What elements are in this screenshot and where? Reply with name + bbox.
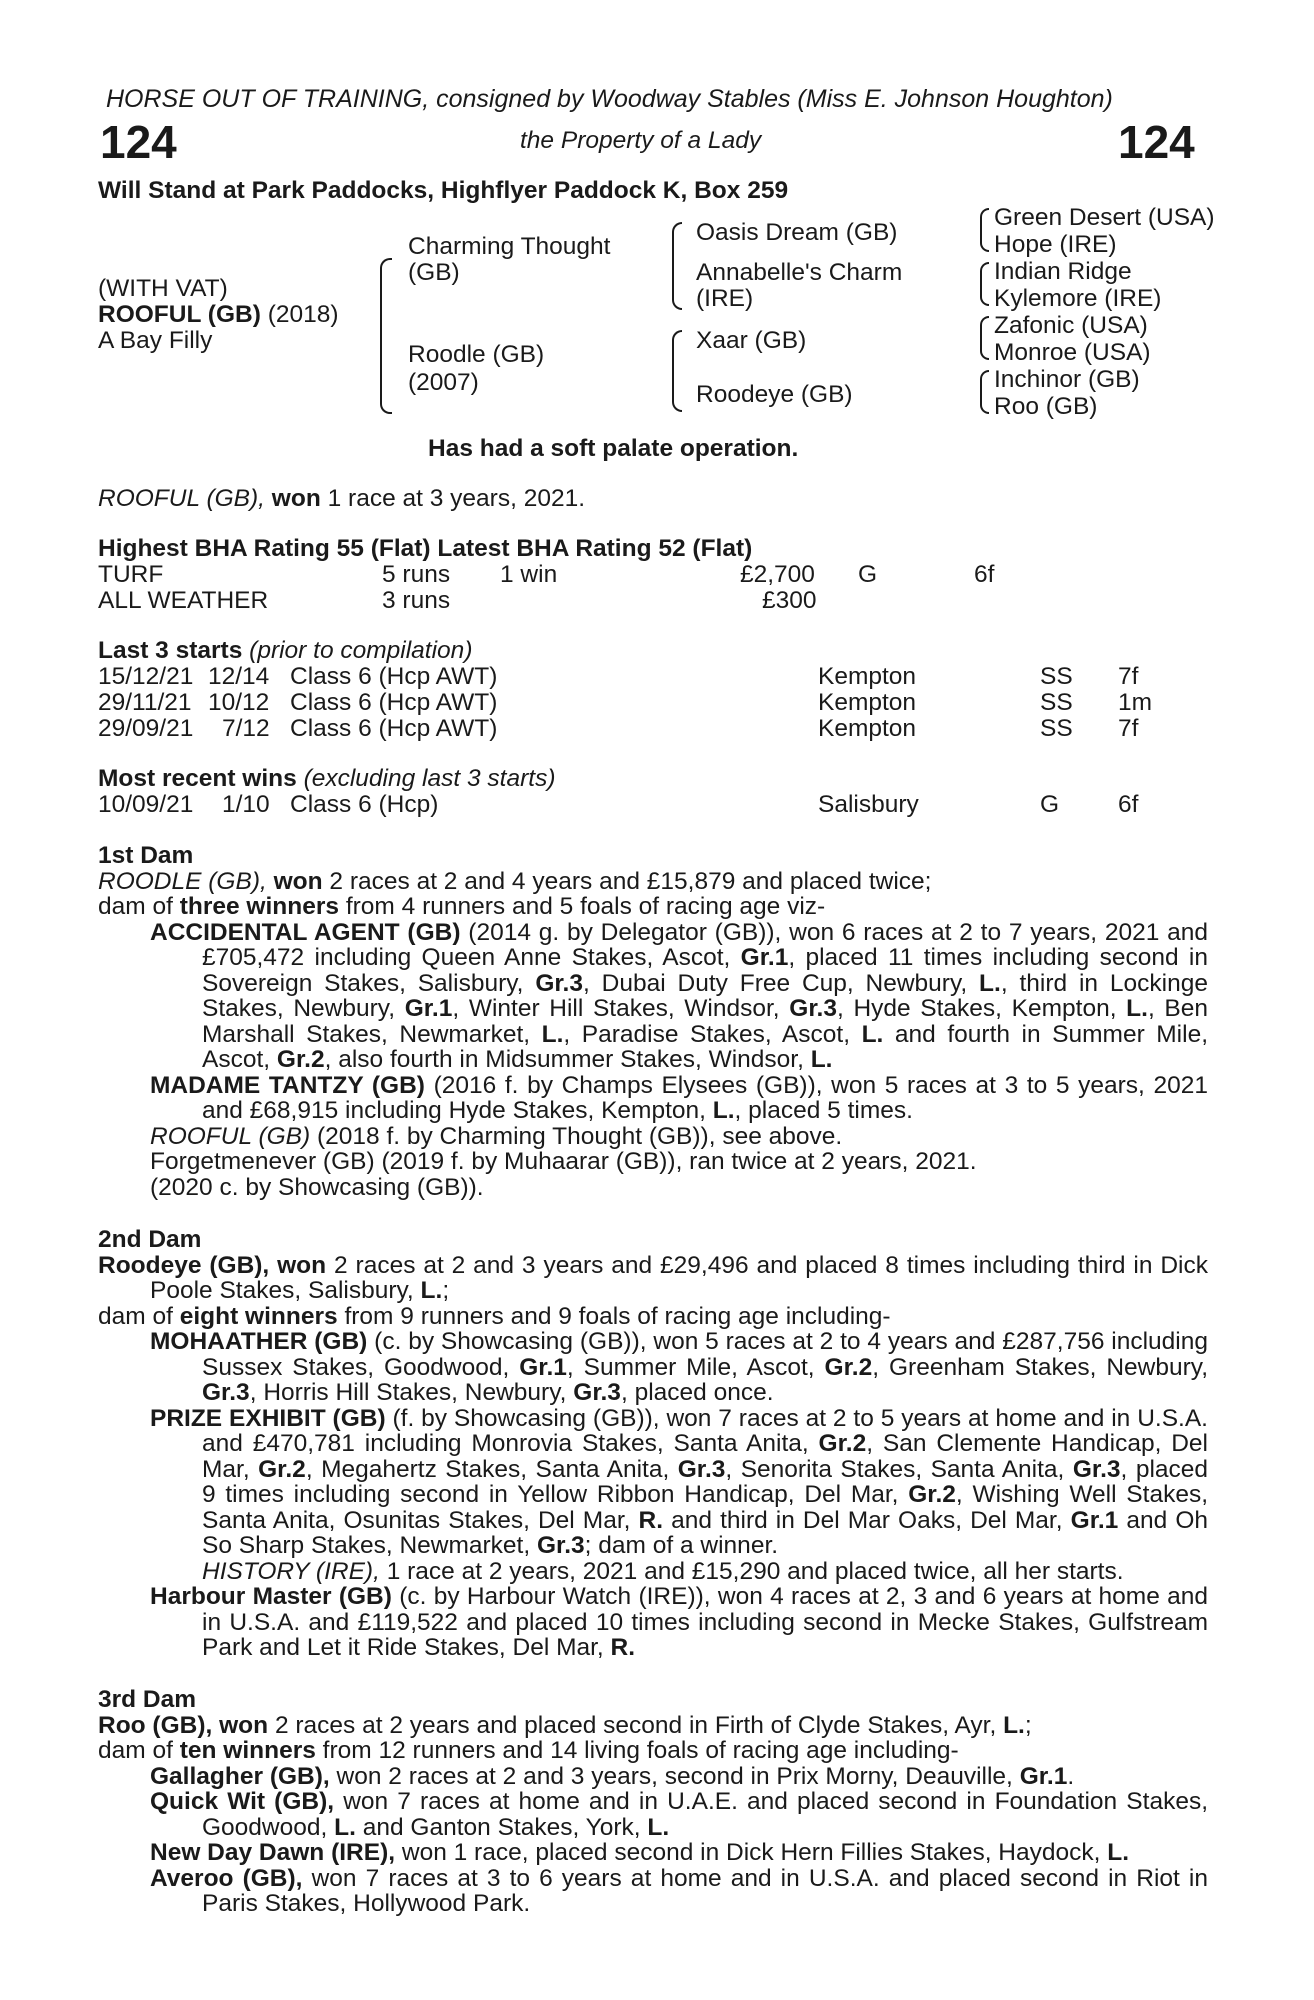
lot-number-left: 124 <box>100 116 177 168</box>
pedigree-brace-dam <box>672 330 682 412</box>
start-distance: 7f <box>1118 663 1139 690</box>
rating-row-prize: £2,700 <box>740 561 815 588</box>
start-class: Class 6 (Hcp AWT) <box>290 663 498 690</box>
third-dam-produce: dam of ten winners from 12 runners and 14 living foals of racing age including- <box>98 1737 959 1764</box>
rating-row-runs: 3 runs <box>382 587 451 614</box>
soft-palate-note: Has had a soft palate operation. <box>428 435 799 462</box>
property-line: the Property of a Lady <box>520 127 762 154</box>
pedigree-brace-main <box>380 258 392 414</box>
horse-name-line <box>98 302 339 328</box>
grandsire-2a: Annabelle's Charm <box>696 259 903 286</box>
recent-wins-sub: (excluding last 3 starts) <box>303 765 556 792</box>
second-dam-section <box>98 1227 1208 1661</box>
produce-prize-exhibit: PRIZE EXHIBIT (GB) (f. by Showcasing (GB)), won 7 races at 2 to 5 years at home and in U.S.A. and £470,781 including Monrovia Stakes, Santa Anita, Gr.2, San Clemente Handicap, Del Mar, Gr.2, Megahertz Stakes, Santa Anita, Gr.3, Senorita Stakes, Santa Anita, Gr.3, placed 9 times including second in Yellow Ribbon Handicap, Del Mar, Gr.2, Wishing Well Stakes, Santa Anita, Osunitas Stakes, Del Mar, R. and third in Del Mar Oaks, Del Mar, Gr.1 and Oh So Sharp Stakes, Newmarket, Gr.3; dam of a winner. <box>150 1404 1209 1559</box>
produce-rooful: ROOFUL (GB) (2018 f. by Charming Thought (GB)), see above. <box>150 1122 843 1150</box>
second-dam-intro: Roodeye (GB), won 2 races at 2 and 3 years and £29,496 and placed 8 times including third in Dick Poole Stakes, Salisbury, L.; <box>98 1251 1208 1304</box>
start-date: 29/11/21 <box>98 689 192 716</box>
last-starts-heading <box>98 638 472 664</box>
rating-row-going: G <box>858 561 878 588</box>
third-dam-intro: Roo (GB), won 2 races at 2 years and placed second in Firth of Clyde Stakes, Ayr, L.; <box>98 1711 1032 1739</box>
start-date: 29/09/21 <box>98 715 194 742</box>
start-distance: 1m <box>1118 689 1153 716</box>
summary-won: won <box>271 485 321 512</box>
first-dam-produce: dam of three winners from 4 runners and 5 foals of racing age viz- <box>98 893 826 920</box>
produce-gallagher: Gallagher (GB), won 2 races at 2 and 3 years, second in Prix Morny, Deauville, Gr.1. <box>150 1762 1075 1790</box>
great-grandsire-8: Roo (GB) <box>994 393 1098 420</box>
first-dam-section <box>98 843 1208 1200</box>
grandsire-2b: (IRE) <box>696 285 754 312</box>
start-going: SS <box>1040 715 1073 742</box>
summary-horse-name: ROOFUL (GB), <box>98 485 265 512</box>
vat-note: (WITH VAT) <box>98 275 228 302</box>
produce-accidental-agent: ACCIDENTAL AGENT (GB) (2014 g. by Delegator (GB)), won 6 races at 2 to 7 years, 2021 and £705,472 including Queen Anne Stakes, Ascot, Gr.1, placed 11 times including second in Sovereign Stakes, Salisbury, Gr.3, Dubai Duty Free Cup, Newbury, L., third in Lockinge Stakes, Newbury, Gr.1, Winter Hill Stakes, Windsor, Gr.3, Hyde Stakes, Kempton, L., Ben Marshall Stakes, Newmarket, L., Paradise Stakes, Ascot, L. and fourth in Summer Mile, Ascot, Gr.2, also fourth in Midsummer Stakes, Windsor, L. <box>150 918 1209 1073</box>
first-dam-intro: ROODLE (GB), won 2 races at 2 and 4 years and £15,879 and placed twice; <box>98 867 932 895</box>
third-dam-section <box>98 1687 1208 1917</box>
rating-row-surface: TURF <box>98 561 164 588</box>
grandsire-4: Roodeye (GB) <box>696 381 853 408</box>
win-distance: 6f <box>1118 791 1139 818</box>
last-starts-sub: (prior to compilation) <box>249 637 473 664</box>
stand-location: Will Stand at Park Paddocks, Highflyer Paddock K, Box 259 <box>98 177 789 204</box>
pedigree-brace-g2 <box>980 262 989 306</box>
pedigree-brace-g1 <box>980 208 989 252</box>
start-course: Kempton <box>818 715 917 742</box>
produce-averoo: Averoo (GB), won 7 races at 3 to 6 years at home and in U.S.A. and placed second in Riot in Paris Stakes, Hollywood Park. <box>150 1864 1208 1917</box>
produce-history: HISTORY (IRE), 1 race at 2 years, 2021 and £15,290 and placed twice, all her starts. <box>202 1557 1124 1585</box>
rating-row-surface: ALL WEATHER <box>98 587 269 614</box>
grandsire-1: Oasis Dream (GB) <box>696 219 898 246</box>
consignor-line: HORSE OUT OF TRAINING, consigned by Woodway Stables (Miss E. Johnson Houghton) <box>106 85 1113 113</box>
produce-mohaather: MOHAATHER (GB) (c. by Showcasing (GB)), won 5 races at 2 to 4 years and £287,756 including Sussex Stakes, Goodwood, Gr.1, Summer Mile, Ascot, Gr.2, Greenham Stakes, Newbury, Gr.3, Horris Hill Stakes, Newbury, Gr.3, placed once. <box>150 1328 1209 1406</box>
great-grandsire-6: Monroe (USA) <box>994 339 1151 366</box>
second-dam-produce: dam of eight winners from 9 runners and 9 foals of racing age including- <box>98 1302 891 1330</box>
horse-year: (2018) <box>267 301 339 328</box>
great-grandsire-3: Indian Ridge <box>994 258 1132 285</box>
race-summary <box>98 486 585 512</box>
pedigree-brace-g3 <box>980 316 989 360</box>
third-dam-title: 3rd Dam <box>98 1686 197 1713</box>
pedigree-brace-g4 <box>980 370 989 414</box>
start-going: SS <box>1040 689 1073 716</box>
lot-number-right: 124 <box>1118 116 1195 168</box>
second-dam-title: 2nd Dam <box>98 1226 202 1253</box>
grandsire-3: Xaar (GB) <box>696 327 807 354</box>
start-position: 7/12 <box>222 715 270 742</box>
produce-madame-tantzy: MADAME TANTZY (GB) (2016 f. by Champs Elysees (GB)), won 5 races at 3 to 5 years, 2021 and £68,915 including Hyde Stakes, Kempton, L., placed 5 times. <box>150 1071 1208 1124</box>
horse-name: ROOFUL (GB) <box>98 301 261 328</box>
sire-country: (GB) <box>408 259 460 286</box>
start-class: Class 6 (Hcp AWT) <box>290 715 498 742</box>
great-grandsire-1: Green Desert (USA) <box>994 204 1215 231</box>
produce-new-day-dawn: New Day Dawn (IRE), won 1 race, placed second in Dick Hern Fillies Stakes, Haydock, L. <box>150 1839 1130 1866</box>
start-class: Class 6 (Hcp AWT) <box>290 689 498 716</box>
win-date: 10/09/21 <box>98 791 194 818</box>
first-dam-title: 1st Dam <box>98 842 194 869</box>
win-class: Class 6 (Hcp) <box>290 791 439 818</box>
produce-quick-wit: Quick Wit (GB), won 7 races at home and in U.A.E. and placed second in Foundation Stakes, Goodwood, L. and Ganton Stakes, York, L. <box>150 1788 1209 1841</box>
win-position: 1/10 <box>222 791 270 818</box>
great-grandsire-2: Hope (IRE) <box>994 231 1117 258</box>
start-course: Kempton <box>818 689 917 716</box>
rating-row-wins: 1 win <box>500 561 558 588</box>
dam-year: (2007) <box>408 369 479 396</box>
dam-name: Roodle (GB) <box>408 341 545 368</box>
win-course: Salisbury <box>818 791 919 818</box>
rating-row-prize: £300 <box>762 587 817 614</box>
summary-rest: 1 race at 3 years, 2021. <box>327 485 586 512</box>
start-going: SS <box>1040 663 1073 690</box>
produce-2020-colt: (2020 c. by Showcasing (GB)). <box>150 1173 484 1201</box>
horse-description: A Bay Filly <box>98 327 213 354</box>
last-starts-title: Last 3 starts <box>98 637 243 664</box>
rating-row-distance: 6f <box>974 561 995 588</box>
start-position: 12/14 <box>208 663 270 690</box>
rating-heading: Highest BHA Rating 55 (Flat) Latest BHA Rating 52 (Flat) <box>98 535 753 562</box>
pedigree-brace-sire <box>672 222 682 310</box>
start-distance: 7f <box>1118 715 1139 742</box>
great-grandsire-4: Kylemore (IRE) <box>994 285 1162 312</box>
sire-name: Charming Thought <box>408 233 611 260</box>
produce-harbour-master: Harbour Master (GB) (c. by Harbour Watch (IRE)), won 4 races at 2, 3 and 6 years at home and in U.S.A. and £119,522 and placed 10 times including second in Mecke Stakes, Gulfstream Park and Let it Ride Stakes, Del Mar, R. <box>150 1583 1208 1661</box>
recent-wins-heading <box>98 766 555 792</box>
rating-row-runs: 5 runs <box>382 561 451 588</box>
recent-wins-title: Most recent wins <box>98 765 297 792</box>
great-grandsire-7: Inchinor (GB) <box>994 366 1140 393</box>
great-grandsire-5: Zafonic (USA) <box>994 312 1148 339</box>
produce-forgetmenever: Forgetmenever (GB) (2019 f. by Muhaarar (GB)), ran twice at 2 years, 2021. <box>150 1148 977 1175</box>
win-going: G <box>1040 791 1060 818</box>
start-course: Kempton <box>818 663 917 690</box>
start-date: 15/12/21 <box>98 663 194 690</box>
start-position: 10/12 <box>208 689 270 716</box>
